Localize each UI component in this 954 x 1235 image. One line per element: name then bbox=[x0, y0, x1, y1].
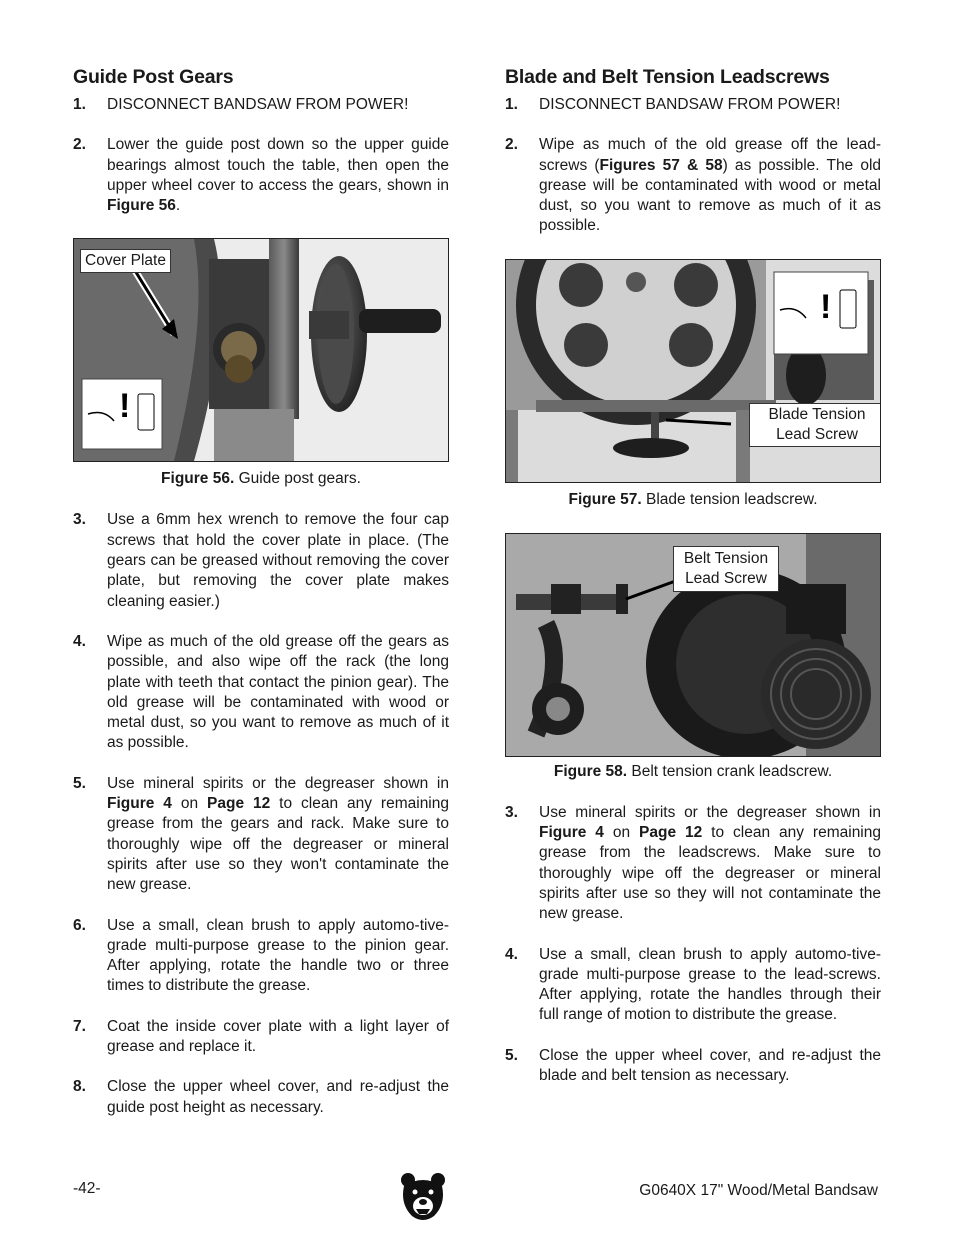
callout-line: Lead Screw bbox=[776, 425, 858, 443]
svg-text:!: ! bbox=[820, 287, 832, 326]
step-number: 5. bbox=[505, 1046, 518, 1064]
blade-tension-callout bbox=[749, 403, 881, 447]
step-text: DISCONNECT BANDSAW FROM POWER! bbox=[107, 96, 409, 113]
callout-line: Belt Tension bbox=[683, 549, 769, 567]
step bbox=[73, 510, 449, 611]
step-number: 1. bbox=[505, 96, 518, 113]
step-number: 4. bbox=[73, 632, 86, 650]
step bbox=[505, 945, 881, 1026]
step-number: 5. bbox=[73, 774, 86, 792]
step bbox=[73, 632, 449, 754]
section-heading-guide-post-gears: Guide Post Gears bbox=[73, 66, 234, 88]
step-text: Lower the guide post down so the upper guide bearings almost touch the table, then open the upper wheel cover to access the gears, shown in Figure 56. bbox=[107, 136, 449, 215]
step bbox=[73, 95, 449, 115]
blade-tension-illustration bbox=[506, 260, 880, 482]
step-text: Close the upper wheel cover, and re-adjust the blade and belt tension as necessary. bbox=[539, 1046, 881, 1085]
step bbox=[505, 1046, 881, 1087]
callout-line: Blade Tension bbox=[768, 405, 866, 423]
step-number: 1. bbox=[73, 96, 86, 113]
figure-57-photo bbox=[505, 259, 881, 483]
step-number: 3. bbox=[505, 803, 518, 821]
step-text: Use a 6mm hex wrench to remove the four cap screws that hold the cover plate in place. (The gears can be greased without removing the cover plate, but removing the cover plate makes cleaning easier.) bbox=[107, 511, 449, 610]
step-number: 4. bbox=[505, 945, 518, 963]
step bbox=[505, 95, 881, 115]
step-text: Wipe as much of the old grease off the lead-screws (Figures 57 & 58) as possible. The old grease will be contaminated with wood or metal dust, so you want to remove as much of it as possible. bbox=[539, 136, 882, 235]
step-number: 7. bbox=[73, 1017, 86, 1035]
manual-title: G0640X 17" Wood/Metal Bandsaw bbox=[639, 1182, 878, 1199]
figure-58-caption: Figure 58. Belt tension crank leadscrew. bbox=[553, 762, 833, 780]
step bbox=[73, 135, 449, 216]
step bbox=[505, 803, 881, 925]
figure-57-caption: Figure 57. Blade tension leadscrew. bbox=[568, 490, 818, 508]
step-number: 2. bbox=[73, 136, 86, 154]
section-heading-leadscrews: Blade and Belt Tension Leadscrews bbox=[505, 66, 830, 88]
step bbox=[73, 1017, 449, 1058]
callout-line: Lead Screw bbox=[685, 569, 767, 587]
step-number: 2. bbox=[505, 136, 518, 154]
step-text: Use mineral spirits or the degreaser shown in Figure 4 on Page 12 to clean any remaining grease from the gears and rack. Make sure to thoroughly wipe off the degreaser or mineral spirits after use so they won't contaminate the new grease. bbox=[107, 774, 449, 894]
svg-text:!: ! bbox=[119, 387, 131, 426]
step-text: Close the upper wheel cover, and re-adjust the guide post height as necessary. bbox=[107, 1078, 449, 1116]
step bbox=[505, 135, 881, 236]
figure-58-photo bbox=[505, 533, 881, 757]
step-text: Wipe as much of the old grease off the gears as possible, and also wipe off the rack (the long plate with teeth that contact the pinion gear). The old grease will be contaminated with wood or metal dust, so you want to remove as much of it as possible. bbox=[107, 632, 449, 752]
belt-tension-callout bbox=[673, 546, 779, 592]
step bbox=[73, 916, 449, 997]
step-text: Use a small, clean brush to apply automo-tive-grade multi-purpose grease to the lead-screws. After applying, rotate the handles through their full range of motion to distribute the grease. bbox=[539, 945, 881, 1024]
step-text: DISCONNECT BANDSAW FROM POWER! bbox=[539, 96, 841, 113]
step-number: 3. bbox=[73, 511, 86, 529]
page-number: -42- bbox=[73, 1180, 101, 1197]
step-number: 8. bbox=[73, 1078, 86, 1096]
step bbox=[73, 1077, 449, 1118]
bear-head-icon bbox=[400, 1172, 446, 1222]
cover-plate-callout: Cover Plate bbox=[80, 249, 171, 273]
step-number: 6. bbox=[73, 916, 86, 934]
step-text: Use a small, clean brush to apply automo-tive-grade multi-purpose grease to the pinion gear. After applying, rotate the handle two or three times to distribute the grease. bbox=[107, 916, 449, 995]
left-column bbox=[73, 66, 449, 1138]
step-text: Coat the inside cover plate with a light layer of grease and replace it. bbox=[107, 1017, 449, 1056]
step-text: Use mineral spirits or the degreaser shown in Figure 4 on Page 12 to clean any remaining grease from the leadscrews. Make sure to thoroughly wipe off the degreaser or mineral spirits after use so they will not contaminate the new grease. bbox=[539, 803, 881, 923]
right-column bbox=[505, 66, 881, 1106]
figure-56-caption: Figure 56. Guide post gears. bbox=[161, 470, 361, 488]
step bbox=[73, 774, 449, 896]
figure-56-photo bbox=[73, 238, 449, 462]
